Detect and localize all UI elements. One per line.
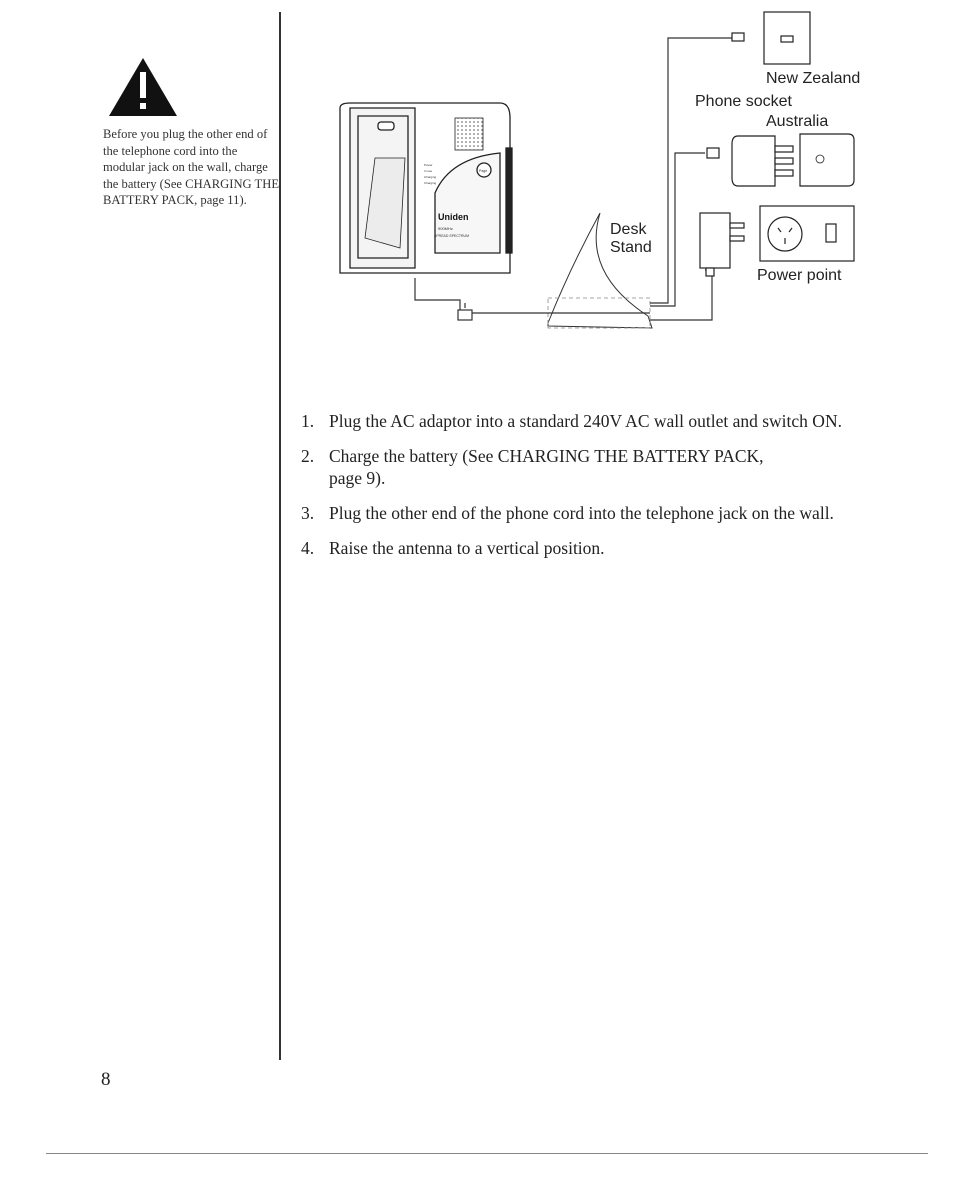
device-subtitle: SPREAD SPECTRUM bbox=[434, 234, 470, 238]
list-item bbox=[301, 502, 901, 524]
label-power-point: Power point bbox=[757, 267, 842, 284]
list-item bbox=[301, 537, 901, 559]
base-unit bbox=[340, 103, 512, 273]
step-text: Plug the AC adaptor into a standard 240V AC wall outlet and switch ON. bbox=[329, 411, 842, 431]
device-model: 900MHz bbox=[438, 226, 453, 231]
power-adaptor bbox=[700, 213, 744, 276]
label-desk: Desk bbox=[610, 221, 647, 238]
indicator-label: Charging bbox=[424, 175, 437, 179]
device-brand: Uniden bbox=[438, 212, 469, 222]
page-number: 8 bbox=[101, 1069, 111, 1090]
step-number: 4. bbox=[301, 538, 315, 558]
footer-rule bbox=[46, 1153, 928, 1154]
list-item bbox=[301, 445, 901, 489]
indicator-label: Power bbox=[424, 163, 433, 167]
label-phone-socket: Phone socket bbox=[695, 93, 792, 110]
indicator-label: In use bbox=[424, 169, 433, 173]
warning-note: Before you plug the other end of the telephone cord into the modular jack on the wall, charge the battery (See CHARGING THE BATTERY PACK, page 11). bbox=[103, 127, 280, 207]
setup-steps bbox=[301, 410, 901, 572]
page-button-label: Page bbox=[479, 169, 488, 173]
indicator-label: Charging bbox=[424, 181, 437, 185]
step-text: Charge the battery (See CHARGING THE BATTERY PACK, page 9). bbox=[329, 446, 764, 488]
step-number: 1. bbox=[301, 411, 315, 431]
au-phone-socket bbox=[707, 134, 854, 186]
step-number: 2. bbox=[301, 446, 315, 466]
step-text: Plug the other end of the phone cord into the telephone jack on the wall. bbox=[329, 503, 834, 523]
step-number: 3. bbox=[301, 503, 315, 523]
list-item bbox=[301, 410, 901, 432]
step-text: Raise the antenna to a vertical position. bbox=[329, 538, 605, 558]
nz-phone-socket bbox=[732, 12, 810, 64]
label-australia: Australia bbox=[766, 113, 829, 130]
label-new-zealand: New Zealand bbox=[766, 70, 861, 87]
power-point bbox=[760, 206, 854, 261]
warning-icon bbox=[107, 56, 179, 118]
setup-diagram bbox=[320, 8, 880, 348]
label-stand: Stand bbox=[610, 239, 652, 256]
